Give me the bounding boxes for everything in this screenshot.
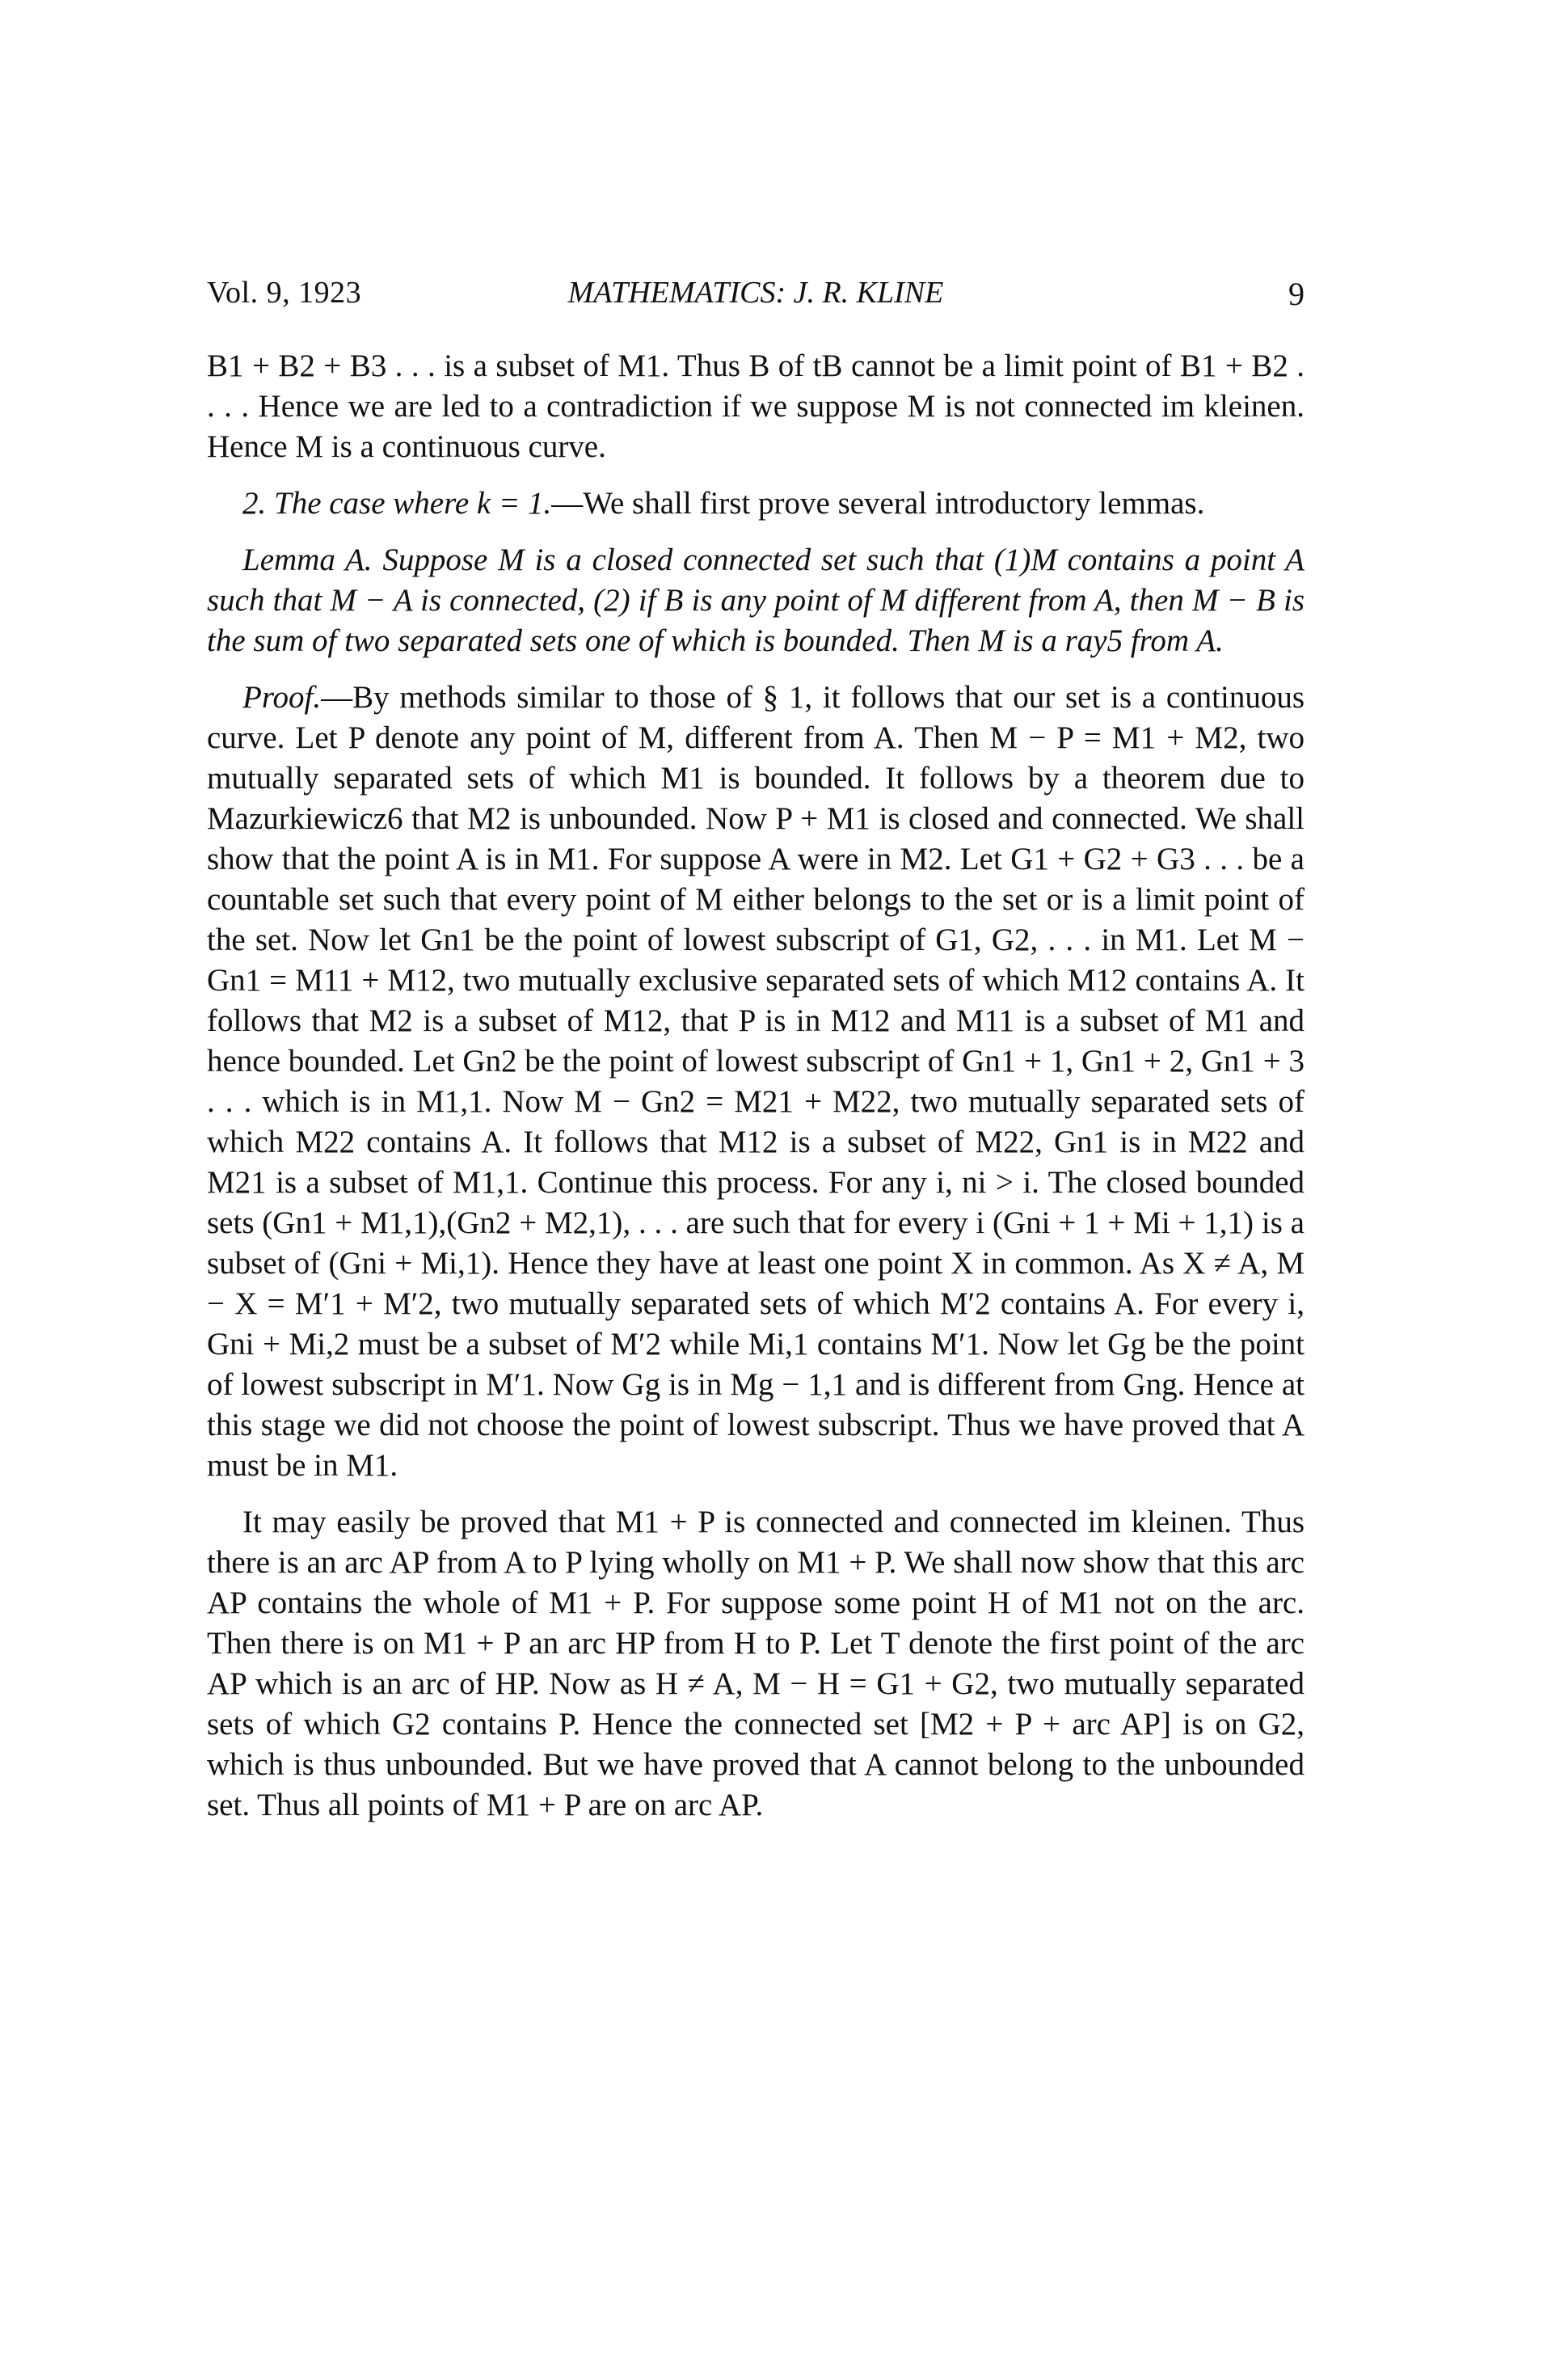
lemma-statement: Suppose M is a closed connected set such that (1)M contains a point A such that M − A is connected, (2) if B is any point of M different from A, then M − B is the sum of two separated sets one of which is bounded. Then M is a ray5 from A.: [207, 543, 1305, 658]
paragraph-text: —We shall first prove several introductory lemmas.: [551, 486, 1205, 521]
section-heading: 2. The case where k = 1.: [242, 486, 552, 521]
volume-label: Vol. 9, 1923: [207, 276, 362, 310]
page-number: 9: [1288, 276, 1305, 312]
paragraph-text: —By methods similar to those of § 1, it follows that our set is a continuous curve. Let P denote any point of M, different from A. Then M − P = M1 + M2, two mutually separated sets of which M1 is bounded. It follows by a theorem due to Mazurkiewicz6 that M2 is unbounded. Now P + M1 is closed and connected. We shall show that the point A is in M1. For suppose A were in M2. Let G1 + G2 + G3 . . . be a countable set such that every point of M either belongs to the set or is a limit point of the set. Now let Gn1 be the point of lowest subscript of G1, G2, . . . in M1. Let M − Gn1 = M11 + M12, two mutually exclusive separated sets of which M12 contains A. It follows that M2 is a subset of M12, that P is in M12 and M11 is a subset of M1 and hence bounded. Let Gn2 be the point of lowest subscript of Gn1 + 1, Gn1 + 2, Gn1 + 3 . . . which is in M1,1. Now M − Gn2 = M21 + M22, two mutually separated sets of which M22 contains A. It follows that M12 is a subset of M22, Gn1 is in M22 and M21 is a subset of M1,1. Continue this process. For any i, ni > i. The closed bounded sets (Gn1 + M1,1),(Gn2 + M2,1), . . . are such that for every i (Gni + 1 + Mi + 1,1) is a subset of (Gni + Mi,1). Hence they have at least one point X in common. As X ≠ A, M − X = M′1 + M′2, two mutually separated sets of which M′2 contains A. For every i, Gni + Mi,2 must be a subset of M′2 while Mi,1 contains M′1. Now let Gg be the point of lowest subscript in M′1. Now Gg is in Mg − 1,1 and is different from Gng. Hence at this stage we did not choose the point of lowest subscript. Thus we have proved that A must be in M1.: [207, 680, 1305, 1483]
paragraph-text: B1 + B2 + B3 . . . is a subset of M1. Thus B of tB cannot be a limit point of B1 + B2 . . . . Hence we are led to a contradiction if we suppose M is not connected im kleinen. Hence M is a continuous curve.: [207, 348, 1305, 464]
paragraph-lemma-a: [207, 540, 1305, 661]
paragraph-continuation: [207, 346, 1305, 467]
paragraph-text: It may easily be proved that M1 + P is connected and connected im kleinen. Thus there is an arc AP from A to P lying wholly on M1 + P. We shall now show that this arc AP contains the whole of M1 + P. For suppose some point H of M1 not on the arc. Then there is on M1 + P an arc HP from H to P. Let T denote the first point of the arc AP which is an arc of HP. Now as H ≠ A, M − H = G1 + G2, two mutually separated sets of which G2 contains P. Hence the connected set [M2 + P + arc AP] is on G2, which is thus unbounded. But we have proved that A cannot belong to the unbounded set. Thus all points of M1 + P are on arc AP.: [207, 1505, 1305, 1822]
running-title: MATHEMATICS: J. R. KLINE: [567, 276, 944, 310]
paragraph-arc: [207, 1502, 1305, 1826]
paragraph-proof: [207, 678, 1305, 1486]
lemma-heading: Lemma A.: [242, 543, 373, 577]
article-body: [207, 346, 1305, 1826]
running-header: [207, 275, 1305, 323]
proof-heading: Proof.: [242, 680, 322, 715]
paragraph-case-k-1: [207, 483, 1305, 524]
